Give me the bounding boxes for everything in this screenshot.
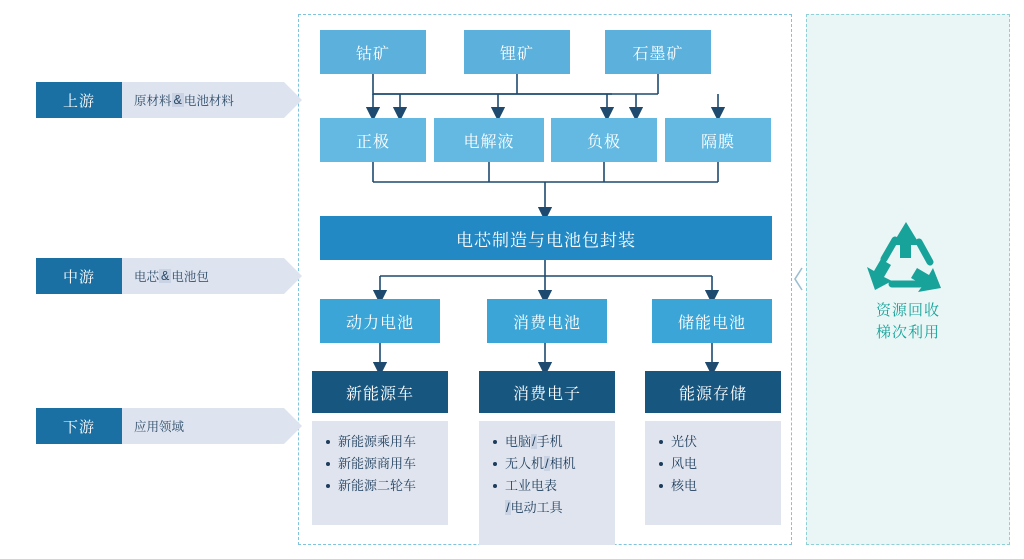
node-mine-lithium[interactable]: 锂矿 bbox=[464, 30, 570, 74]
recycle-label-line1: 资源回收 bbox=[875, 302, 940, 319]
stage-downstream bbox=[36, 408, 284, 444]
list-item bbox=[659, 431, 773, 453]
stage-midstream-badge: 中游 bbox=[36, 258, 122, 294]
stage-downstream-desc bbox=[122, 408, 284, 444]
list-item bbox=[493, 431, 607, 453]
node-material-separator[interactable]: 隔膜 bbox=[665, 118, 771, 162]
stage-midstream-desc-pre: 电芯 bbox=[134, 270, 160, 284]
list-item-label: 风电 bbox=[671, 456, 698, 471]
list-item bbox=[326, 431, 440, 453]
stage-upstream-desc-pre: 原材料 bbox=[134, 94, 172, 108]
node-cell-consumer[interactable]: 消费电池 bbox=[487, 299, 607, 343]
list-item-label: 核电 bbox=[671, 478, 698, 493]
list-item-label2: 手机 bbox=[536, 434, 563, 449]
list-nev bbox=[312, 421, 448, 525]
list-item-label: 光伏 bbox=[671, 434, 698, 449]
list-item bbox=[326, 453, 440, 475]
list-item-label: 工业电表 bbox=[505, 478, 558, 493]
stage-upstream-desc-post: 电池材料 bbox=[183, 94, 234, 108]
stage-upstream-badge: 上游 bbox=[36, 82, 122, 118]
list-item bbox=[659, 453, 773, 475]
list-item-sep: / bbox=[545, 456, 549, 471]
node-app-energy-storage[interactable]: 能源存储 bbox=[645, 371, 781, 413]
list-consumer-electronics bbox=[479, 421, 615, 545]
stage-midstream-desc-hl: & bbox=[161, 269, 170, 283]
stage-downstream-badge: 下游 bbox=[36, 408, 122, 444]
list-item bbox=[493, 453, 607, 475]
stage-upstream-desc-hl: & bbox=[173, 93, 182, 107]
node-app-consumer-electronics[interactable]: 消费电子 bbox=[479, 371, 615, 413]
node-material-cathode[interactable]: 正极 bbox=[320, 118, 426, 162]
node-app-nev[interactable]: 新能源车 bbox=[312, 371, 448, 413]
node-cell-manufacturing[interactable]: 电芯制造与电池包封装 bbox=[320, 216, 772, 260]
stage-downstream-desc-pre: 应用领域 bbox=[134, 420, 185, 434]
list-item-label2: 相机 bbox=[549, 456, 576, 471]
node-material-anode[interactable]: 负极 bbox=[551, 118, 657, 162]
recycle-icon bbox=[862, 218, 954, 300]
stage-midstream-desc-post: 电池包 bbox=[171, 270, 209, 284]
stage-midstream bbox=[36, 258, 284, 294]
recycle-label bbox=[836, 300, 980, 344]
node-mine-graphite[interactable]: 石墨矿 bbox=[605, 30, 711, 74]
list-item-sep: / bbox=[532, 434, 536, 449]
list-item-sep: / bbox=[506, 500, 510, 515]
node-material-electrolyte[interactable]: 电解液 bbox=[434, 118, 544, 162]
list-item-label: 新能源二轮车 bbox=[338, 478, 417, 493]
node-cell-power[interactable]: 动力电池 bbox=[320, 299, 440, 343]
node-mine-cobalt[interactable]: 钴矿 bbox=[320, 30, 426, 74]
list-item-label: 新能源乘用车 bbox=[338, 434, 417, 449]
stage-midstream-desc bbox=[122, 258, 284, 294]
list-item bbox=[659, 475, 773, 497]
list-item-label: 电脑 bbox=[505, 434, 532, 449]
list-item-label: 无人机 bbox=[505, 456, 545, 471]
list-item-label2: 电动工具 bbox=[510, 500, 563, 515]
node-cell-storage[interactable]: 储能电池 bbox=[652, 299, 772, 343]
list-energy-storage bbox=[645, 421, 781, 525]
list-item bbox=[326, 475, 440, 497]
list-item-continuation bbox=[493, 497, 607, 519]
list-item-label: 新能源商用车 bbox=[338, 456, 417, 471]
chevron-left-icon bbox=[795, 268, 802, 290]
list-item bbox=[493, 475, 607, 497]
stage-upstream-desc bbox=[122, 82, 284, 118]
recycle-label-line2: 梯次利用 bbox=[875, 324, 940, 341]
stage-upstream bbox=[36, 82, 284, 118]
